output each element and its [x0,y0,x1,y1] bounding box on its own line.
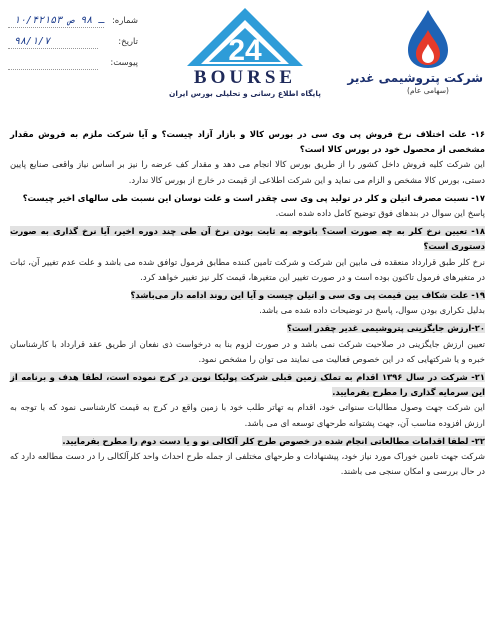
letter-date-value: ۹۸/۱/۷ [8,35,98,49]
letter-date-label: تاریخ: [118,36,138,47]
question-17: ۱۷- نسبت مصرف اتیلن و کلر در تولید پی وی سی چقدر است و علت نوسان این نسبت طی سالهای اخیر چیست؟ [22,192,485,203]
question-20: ۲۰-ارزش جایگزینی پتروشیمی غدیر چقدر است؟ [287,323,485,334]
answer-16: این شرکت کلیه فروش داخل کشور را از طریق بورس کالا انجام می دهد و مقدار کف عرضه را نیز بر اساس نیاز واقعی صنایع پایین دستی، بورس کالا مشخص و الزام می نماید و این شرکت اطلاعی از قیمت در خارج از بورس کالا ندارد. [10,159,485,185]
qa-content [10,127,485,482]
question-19: ۱۹- علت شکاف بین قیمت پی وی سی و اتیلن چیست و آیا این روند ادامه دار می‌باشد؟ [130,290,485,301]
question-18: ۱۸- تعیین نرخ کلر به چه صورت است؟ باتوجه به ثابت بودن نرخ آن طی چند دوره اخیر، آیا نرخ گذاری به صورت دستوری است؟ [10,226,485,252]
qa-item-18 [10,224,485,285]
qa-item-21 [10,370,485,431]
question-22: ۲۲- لطفا اقدامات مطالعاتی انجام شده در خصوص طرح کلر آلکالی نو و یا دست دوم را مطرح بفرمایید. [62,435,485,446]
question-21: ۲۱- شرکت در سال ۱۳۹۶ اقدام به تملک زمین قبلی شرکت پولیکا نوین در کرج نموده است، لطفا هدف و برنامه از این سرمایه گذاری را مطرح بفرمایید. [10,372,486,398]
letter-meta [8,12,138,75]
letter-attachment-row [8,54,138,71]
bourse-logo-numeral: 24 [228,34,262,67]
answer-17: پاسخ این سوال در بندهای فوق توضیح کامل داده شده است. [275,208,485,219]
letter-number-label: شماره: [111,15,138,26]
bourse-logo [160,6,330,118]
qa-item-22 [10,434,485,480]
letter-attachment-value [8,56,98,70]
answer-18: نرخ کلر طبق قرارداد منعقده فی مابین این شرکت و شرکت تامین کننده مطابق فرمول توافق شده می باشد و علت عدم تغییر آن، ثبات در متغیرهای فرمول تاکنون بوده است و در صورت تغییر این متغیرها، قیمت کلر نیز تغییر خواهد کرد. [10,256,485,282]
qa-item-20 [10,321,485,367]
flame-drop-icon [398,8,458,70]
letterhead [0,0,493,122]
answer-20: تعیین ارزش جایگزینی در صلاحیت شرکت نمی باشد و در صورت لزوم بنا به درخواست ذی نفعان از طریق عقد قرارداد با کارشناسان خبره و یا شرکتهایی که در این خصوص فعالیت می نمایند می توان را مشخص نمود. [10,338,485,364]
answer-22: شرکت جهت تامین خوراک مورد نیاز خود، پیشنهادات و طرحهای مختلفی از جمله طرح احداث واحد کلرآلکالی را در دست مطالعه دارد که در حال بررسی و امکان سنجی می باشند. [10,451,485,477]
bourse-logo-word: BOURSE [193,67,297,88]
qa-item-17 [10,191,485,221]
answer-21: این شرکت جهت وصول مطالبات سنواتی خود، اقدام به تهاتر طلب خود با زمین واقع در کرج به قیمت کارشناسی نمود که با توجه به ارزش افزوده مناسب آن، جهت پشتوانه طرحهای توسعه ای می باشد. [10,402,485,428]
bourse-tagline: پایگاه اطلاع رسانی و تحلیلی بورس ایران [169,89,321,98]
letter-attachment-label: پیوست: [110,57,138,68]
company-logo [347,8,483,118]
qa-item-16 [10,127,485,188]
question-16: ۱۶- علت اختلاف نرخ فروش پی وی سی در بورس کالا و بازار آزاد چیست؟ و آیا شرکت ملزم به فروش مقدار مشخصی از محصول خود در بورس کالا است؟ [10,129,485,155]
company-subtitle: (سهامی عام) [407,86,449,95]
bourse-triangle-icon [185,6,305,68]
letter-number-row [8,12,138,29]
letter-number-value: ۱۰/۴۲۱۵۳ ـ ۹۸ ص [8,14,104,28]
company-name: شرکت پتروشیمی غدیر [347,71,483,85]
qa-item-19 [10,288,485,318]
letter-date-row [8,33,138,50]
answer-19: بدلیل تکراری بودن سوال، پاسخ در توضیحات داده شده می باشد. [259,305,485,316]
